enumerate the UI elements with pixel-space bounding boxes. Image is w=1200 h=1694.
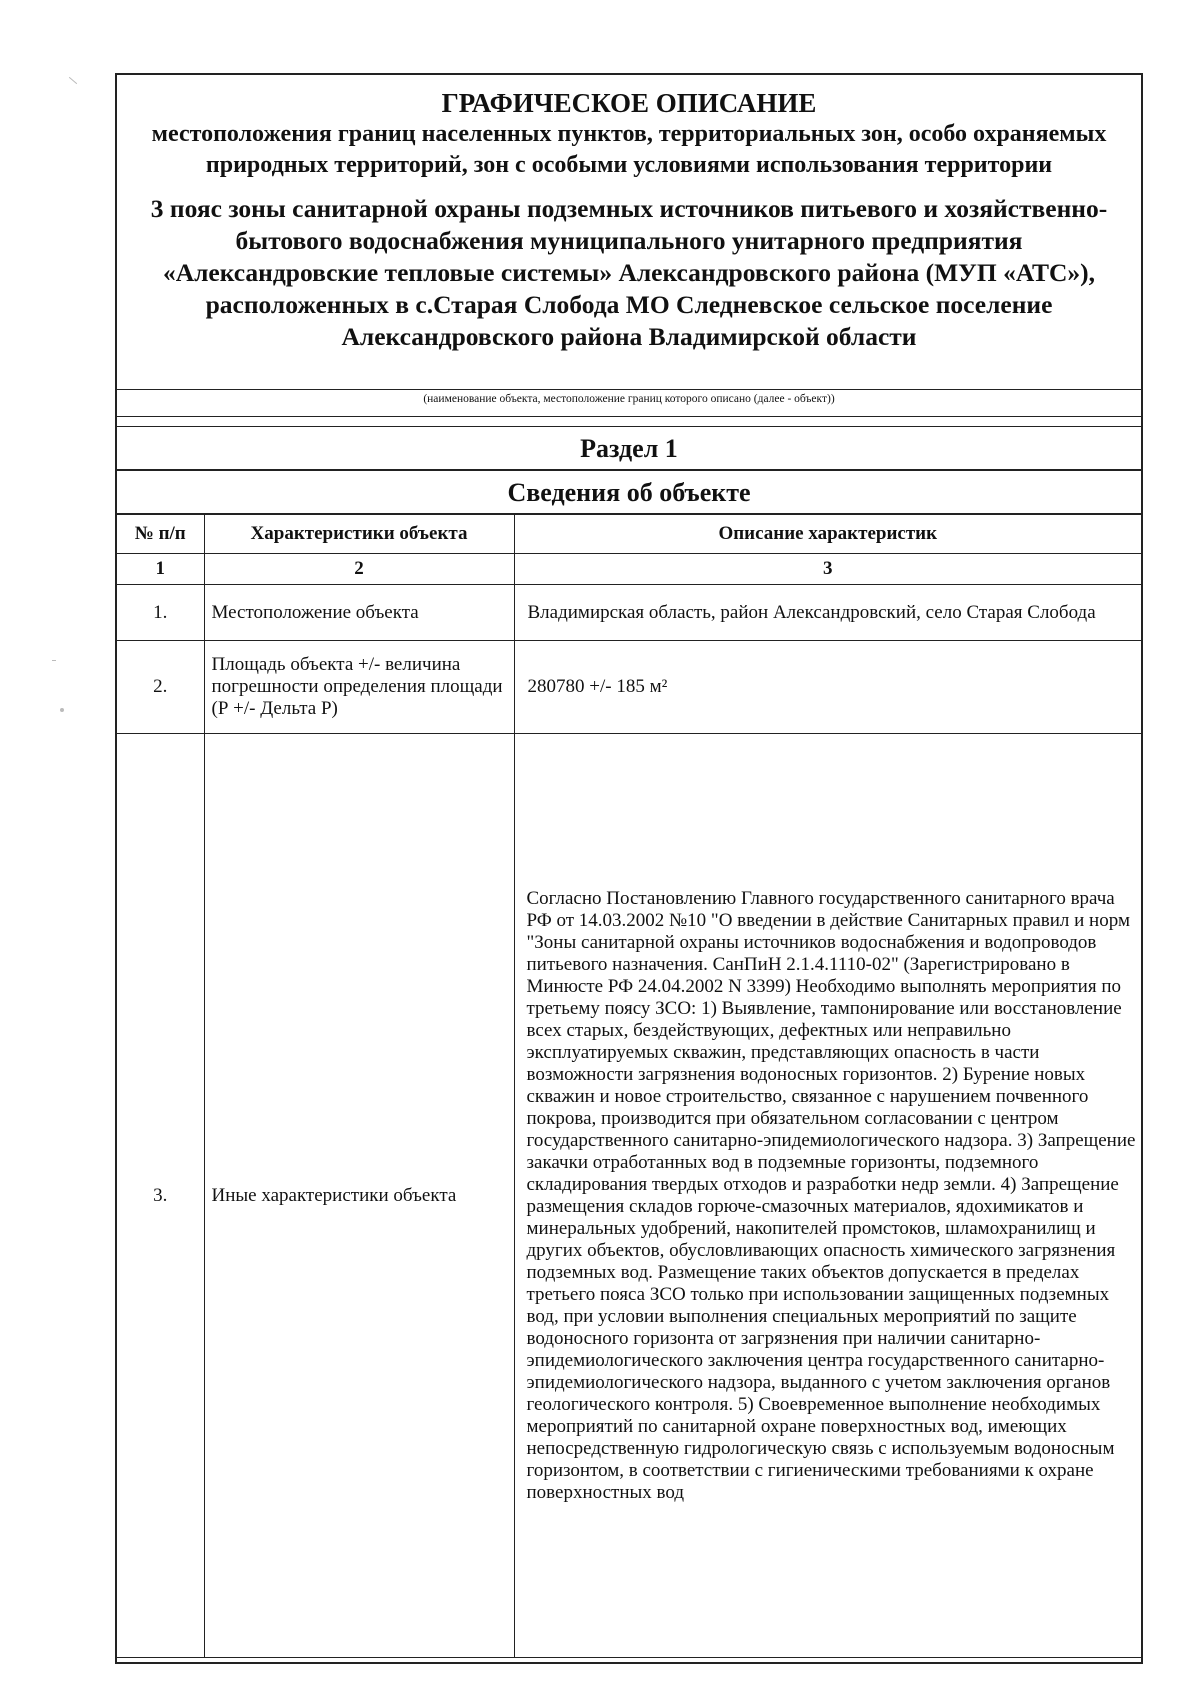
table-header-row [117, 515, 1141, 554]
column-header: № п/п [117, 515, 204, 554]
document-sheet [115, 73, 1143, 1664]
object-name: 3 пояс зоны санитарной охраны подземных источников питьевого и хозяйственно-бытового водоснабжения муниципального унитарного предприятия «Александровские тепловые системы» Александровского района (МУП «АТС»), расположенных в с.Старая Слобода МО Следневское сельское поселение Александровского района Владимирской области [150, 194, 1108, 351]
column-number: 2 [204, 554, 514, 585]
section-title: Раздел 1 [117, 427, 1141, 471]
column-number: 3 [514, 554, 1141, 585]
row-number: 3. [117, 734, 204, 1658]
row-characteristic: Местоположение объекта [204, 585, 514, 641]
row-description: Владимирская область, район Александровский, село Старая Слобода [514, 585, 1141, 641]
row-characteristic: Площадь объекта +/- величина погрешности определения площади (Р +/- Дельта Р) [204, 641, 514, 734]
document-subtitle: местоположения границ населенных пунктов, территориальных зон, особо охраняемых природных территорий, зон с особыми условиями использования территории [151, 121, 1107, 178]
table-row [117, 734, 1141, 1658]
column-header: Характеристики объекта [204, 515, 514, 554]
row-characteristic: Иные характеристики объекта [204, 734, 514, 1658]
row-description: 280780 +/- 185 м² [514, 641, 1141, 734]
scan-mark [52, 660, 56, 661]
table-row [117, 641, 1141, 734]
column-number-row [117, 554, 1141, 585]
section-subtitle: Сведения об объекте [117, 471, 1141, 515]
row-number: 1. [117, 585, 204, 641]
blank-row [117, 417, 1141, 427]
object-info-table [117, 515, 1141, 1658]
table-row [117, 585, 1141, 641]
column-number: 1 [117, 554, 204, 585]
row-description: Согласно Постановлению Главного государственного санитарного врача РФ от 14.03.2002 №10 "О введении в действие Санитарных правил и норм "Зоны санитарной охраны источников водоснабжения и водопроводов питьевого назначения. СанПиН 2.1.4.1110-02" (Зарегистрировано в Минюсте РФ 24.04.2002 N 3399) Необходимо выполнять мероприятия по третьему поясу ЗСО: 1) Выявление, тампонирование или восстановление всех старых, бездействующих, дефектных или неправильно эксплуатируемых скважин, представляющих опасность в части возможности загрязнения водоносных горизонтов. 2) Бурение новых скважин и новое строительство, связанное с нарушением почвенного покрова, производится при обязательном согласовании с центром государственного санитарно-эпидемиологического надзора. 3) Запрещение закачки отработанных вод в подземные горизонты, подземного складирования твердых отходов и разработки недр земли. 4) Запрещение размещения складов горюче-смазочных материалов, ядохимикатов и минеральных удобрений, накопителей промстоков, шламохранилищ и других объектов, обусловливающих опасность химического загрязнения подземных вод. Размещение таких объектов допускается в пределах третьего пояса ЗСО только при использовании защищенных подземных вод, при условии выполнения специальных мероприятий по защите водоносного горизонта от загрязнения при наличии санитарно-эпидемиологического заключения центра государственного санитарно-эпидемиологического надзора, выданного с учетом заключения органов геологического контроля. 5) Своевременное выполнение необходимых мероприятий по санитарной охране поверхностных вод, имеющих непосредственную гидрологическую связь с используемым водоносным горизонтом, в соответствии с гигиеническими требованиями к охране поверхностных вод [514, 734, 1141, 1658]
column-header: Описание характеристик [514, 515, 1141, 554]
document-header [117, 75, 1141, 353]
scan-mark [69, 77, 77, 84]
row-number: 2. [117, 641, 204, 734]
document-title: ГРАФИЧЕСКОЕ ОПИСАНИЕ [441, 88, 817, 118]
object-hint: (наименование объекта, местоположение границ которого описано (далее - объект)) [117, 389, 1141, 417]
scan-mark [60, 708, 64, 712]
